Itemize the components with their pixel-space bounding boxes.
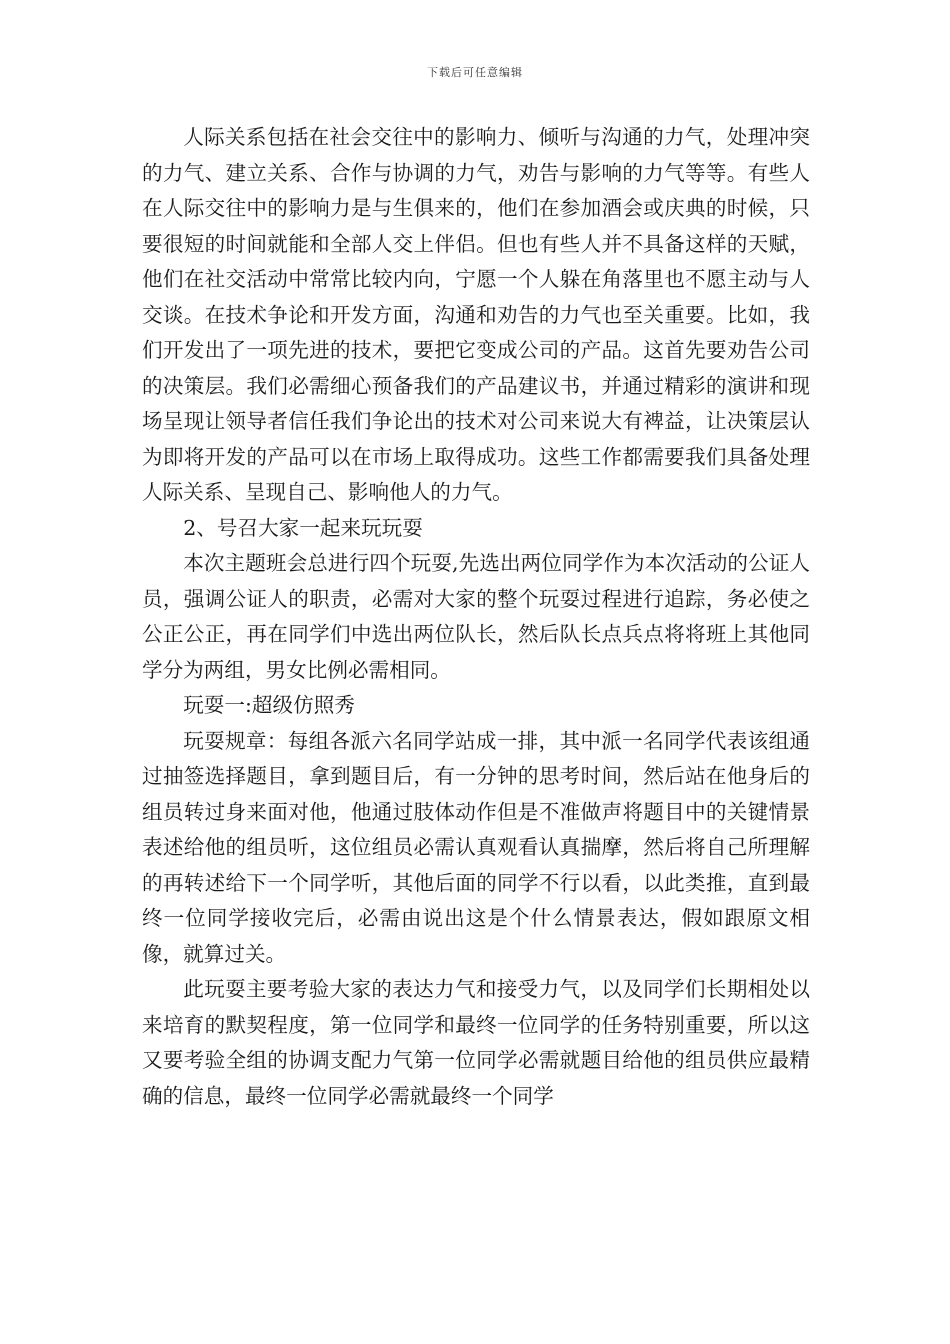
- paragraph-game-purpose: 此玩耍主要考验大家的表达力气和接受力气，以及同学们长期相处以来培育的默契程度，第一位同学和最终一位同学的任务特别重要，所以这又要考验全组的协调支配力气第一位同学必需就题目给他的组员供应最精确的信息，最终一位同学必需就最终一个同学: [142, 977, 810, 1108]
- document-body: [142, 120, 810, 1114]
- page-header-note: 下载后可任意编辑: [427, 66, 523, 79]
- paragraph-game-rules: 玩耍规章：每组各派六名同学站成一排，其中派一名同学代表该组通过抽签选择题目，拿到题目后，有一分钟的思考时间，然后站在他身后的组员转过身来面对他，他通过肢体动作但是不准做声将题目中的关键情景表述给他的组员听，这位组员必需认真观看认真揣摩，然后将自己所理解的再转述给下一个同学听，其他后面的同学不行以看，以此类推，直到最终一位同学接收完后，必需由说出这是个什么情景表达，假如跟原文相像，就算过关。: [142, 728, 810, 966]
- paragraph-game-overview: 本次主题班会总进行四个玩耍,先选出两位同学作为本次活动的公证人员，强调公证人的职责，必需对大家的整个玩耍过程进行追踪，务必使之公正公正，再在同学们中选出两位队长，然后队长点兵点将将班上其他同学分为两组，男女比例必需相同。: [142, 551, 810, 682]
- game-one-title: 玩耍一:超级仿照秀: [183, 693, 355, 717]
- section-heading-call-to-play: 2、号召大家一起来玩玩耍: [183, 515, 423, 540]
- paragraph-interpersonal-skills: 人际关系包括在社会交往中的影响力、倾听与沟通的力气，处理冲突的力气、建立关系、合作与协调的力气，劝告与影响的力气等等。有些人在人际交往中的影响力是与生俱来的，他们在参加酒会或庆典的时候，只要很短的时间就能和全部人交上伴侣。但也有些人并不具备这样的天赋，他们在社交活动中常常比较内向，宁愿一个人躲在角落里也不愿主动与人交谈。在技术争论和开发方面，沟通和劝告的力气也至关重要。比如，我们开发出了一项先进的技术，要把它变成公司的产品。这首先要劝告公司的决策层。我们必需细心预备我们的产品建议书，并通过精彩的演讲和现场呈现让领导者信任我们争论出的技术对公司来说大有裨益，让决策层认为即将开发的产品可以在市场上取得成功。这些工作都需要我们具备处理人际关系、呈现自己、影响他人的力气。: [142, 125, 810, 504]
